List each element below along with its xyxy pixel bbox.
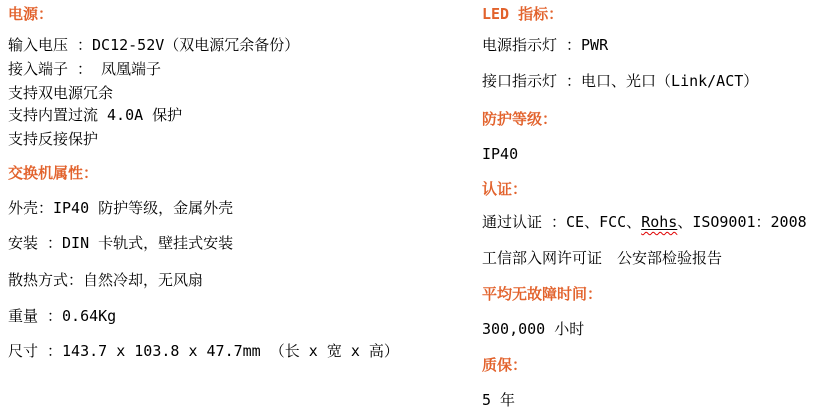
spec-line-weight: 重量 ：0.64Kg [8, 307, 117, 325]
spec-line-licenses: 工信部入网许可证 公安部检验报告 [482, 249, 723, 267]
spec-line-port-led: 接口指示灯 ：电口、光口（Link/ACT） [482, 72, 759, 90]
section-heading-power: 电源： [8, 5, 54, 23]
spec-line-warranty-years: 5 年 [482, 391, 516, 409]
spec-line-reverse-protection: 支持反接保护 [8, 130, 99, 148]
spec-line-input-voltage: 输入电压 ：DC12-52V（双电源冗余备份） [8, 36, 300, 54]
section-warranty [482, 356, 816, 410]
spec-line-enclosure: 外壳：IP40 防护等级，金属外壳 [8, 199, 234, 217]
section-heading-mtbf: 平均无故障时间： [482, 285, 603, 303]
spec-line-power-led: 电源指示灯 ：PWR [482, 36, 609, 54]
section-heading-certification: 认证： [482, 180, 528, 198]
misspelled-word-rohs [641, 213, 677, 231]
spec-line-terminal: 接入端子 ： 凤凰端子 [8, 60, 162, 78]
section-certification [482, 180, 816, 268]
section-protection-rating [482, 110, 816, 164]
right-column [482, 0, 816, 410]
section-heading-switch-attributes: 交换机属性： [8, 164, 99, 182]
spec-line-mtbf-hours: 300,000 小时 [482, 320, 585, 338]
spec-line-ip-rating: IP40 [482, 145, 519, 163]
section-switch-attributes [8, 164, 470, 361]
section-led-indicators [482, 5, 816, 91]
left-column [8, 0, 470, 361]
section-power [8, 5, 470, 149]
spec-line-certifications [482, 213, 816, 232]
section-heading-led: LED 指标： [482, 5, 564, 23]
spec-line-overcurrent: 支持内置过流 4.0A 保护 [8, 106, 183, 124]
spec-line-mounting: 安装 ：DIN 卡轨式，壁挂式安装 [8, 234, 234, 252]
cert-suffix-text: 、ISO9001：2008 [677, 213, 807, 231]
cert-prefix-text: 通过认证 ：CE、FCC、 [482, 213, 642, 231]
section-heading-warranty: 质保： [482, 356, 528, 374]
spec-line-cooling: 散热方式：自然冷却，无风扇 [8, 271, 204, 289]
section-mtbf [482, 285, 816, 339]
spec-line-dual-power: 支持双电源冗余 [8, 84, 114, 102]
rohs-text: Rohs [641, 213, 678, 231]
section-heading-protection-rating: 防护等级： [482, 110, 558, 128]
spec-line-dimensions: 尺寸 ：143.7 x 103.8 x 47.7mm （长 x 宽 x 高） [8, 342, 399, 360]
